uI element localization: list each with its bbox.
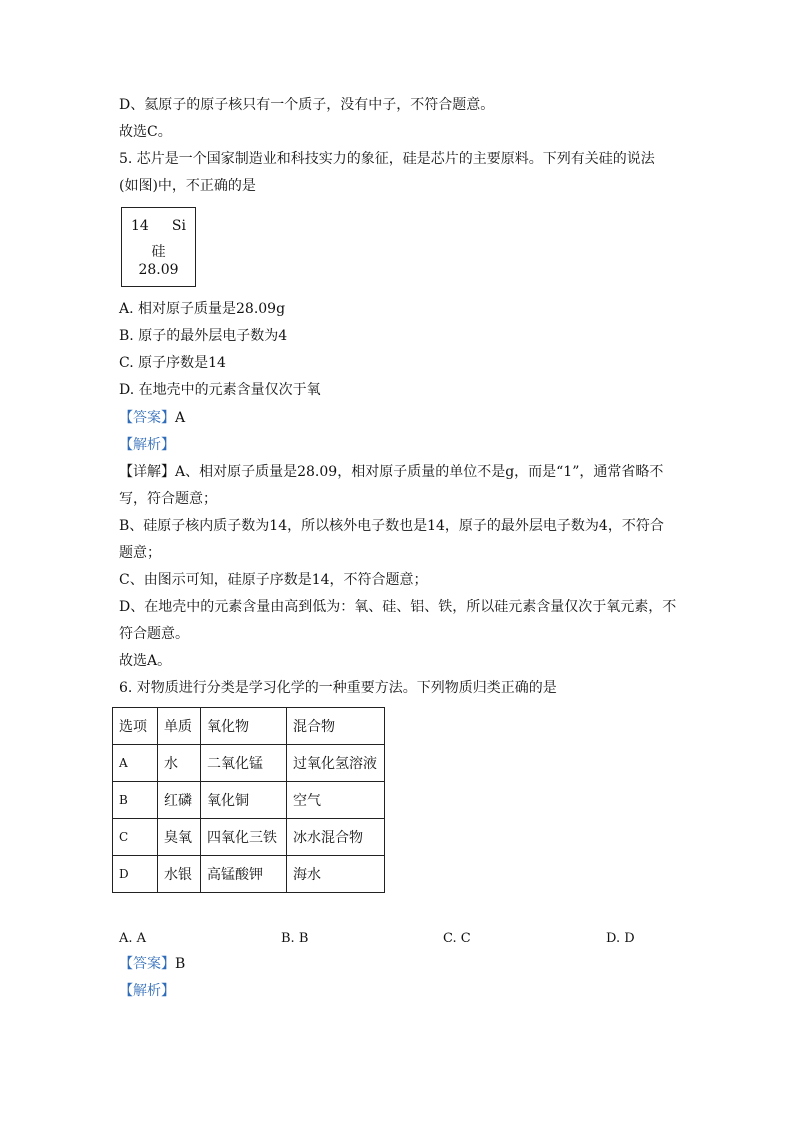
choice-a: A. A — [119, 931, 147, 946]
detail-c-line: C、由图示可知，硅原子序数是14，不符合题意； — [119, 572, 428, 588]
explanation-line-d-helium: D、氦原子的原子核只有一个质子，没有中子，不符合题意。 — [119, 97, 495, 113]
table-row — [113, 819, 385, 856]
table-cell: 高锰酸钾 — [201, 856, 287, 893]
element-symbol: Si — [171, 218, 186, 234]
option-c: C. 原子序数是14 — [119, 355, 226, 371]
table-cell: 水 — [158, 745, 201, 782]
detail-d-line-2: 符合题意。 — [119, 626, 189, 642]
table-cell: 空气 — [287, 782, 385, 819]
element-name: 硅 — [151, 244, 166, 260]
answer-line — [119, 408, 185, 428]
atomic-mass: 28.09 — [138, 262, 179, 278]
option-b: B. 原子的最外层电子数为4 — [119, 328, 288, 344]
question-6-stem: 6. 对物质进行分类是学习化学的一种重要方法。下列物质归类正确的是 — [119, 680, 557, 696]
header-cell: 氧化物 — [201, 708, 287, 745]
choice-c: C. C — [443, 931, 471, 946]
table-row — [113, 856, 385, 893]
table-cell: 过氧化氢溶液 — [287, 745, 385, 782]
table-cell: 冰水混合物 — [287, 819, 385, 856]
conclusion-line: 故选C。 — [119, 124, 172, 140]
question-5-stem-continued: (如图)中，不正确的是 — [119, 178, 256, 194]
table-cell: 四氧化三铁 — [201, 819, 287, 856]
table-cell: C — [113, 819, 158, 856]
conclusion-line-q5: 故选A。 — [119, 653, 172, 669]
table-cell: 海水 — [287, 856, 385, 893]
answer-tag: 【答案】 — [119, 956, 175, 972]
table-cell: 水银 — [158, 856, 201, 893]
table-cell: A — [113, 745, 158, 782]
header-cell: 混合物 — [287, 708, 385, 745]
silicon-element-card — [121, 207, 196, 287]
detail-d-line: D、在地壳中的元素含量由高到低为：氧、硅、铝、铁，所以硅元素含量仅次于氧元素，不 — [119, 599, 677, 615]
table-cell: B — [113, 782, 158, 819]
choice-d: D. D — [606, 931, 635, 946]
analysis-tag: 【解析】 — [119, 983, 175, 999]
atomic-number: 14 — [131, 218, 149, 234]
table-cell: 二氧化锰 — [201, 745, 287, 782]
analysis-tag: 【解析】 — [119, 437, 175, 453]
header-cell: 选项 — [113, 708, 158, 745]
analysis-line — [119, 435, 175, 455]
table-cell: 臭氧 — [158, 819, 201, 856]
table-row — [113, 782, 385, 819]
table-header-row — [113, 708, 385, 745]
table-cell: 氧化铜 — [201, 782, 287, 819]
answer-value: B — [175, 956, 186, 972]
choice-b: B. B — [281, 931, 309, 946]
detail-tag: 【详解】 — [119, 464, 175, 480]
detail-a-line-2: 写，符合题意； — [119, 491, 217, 507]
answer-tag: 【答案】 — [119, 410, 175, 426]
detail-b-line-2: 题意； — [119, 545, 161, 561]
table-cell: 红磷 — [158, 782, 201, 819]
detail-a-text: A、相对原子质量是28.09，相对原子质量的单位不是g，而是“1”，通常省略不 — [175, 464, 664, 480]
table-row — [113, 745, 385, 782]
analysis-line-q6 — [119, 981, 175, 1001]
option-a: A. 相对原子质量是28.09g — [119, 301, 286, 317]
detail-b-line: B、硅原子核内质子数为14，所以核外电子数也是14，原子的最外层电子数为4，不符合 — [119, 518, 664, 534]
detail-a-line — [119, 462, 663, 482]
table-cell: D — [113, 856, 158, 893]
classification-table — [112, 707, 385, 893]
answer-line-q6 — [119, 954, 185, 974]
header-cell: 单质 — [158, 708, 201, 745]
option-d: D. 在地壳中的元素含量仅次于氧 — [119, 382, 321, 398]
question-5-stem: 5. 芯片是一个国家制造业和科技实力的象征，硅是芯片的主要原料。下列有关硅的说法 — [119, 151, 655, 167]
answer-value: A — [175, 410, 186, 426]
